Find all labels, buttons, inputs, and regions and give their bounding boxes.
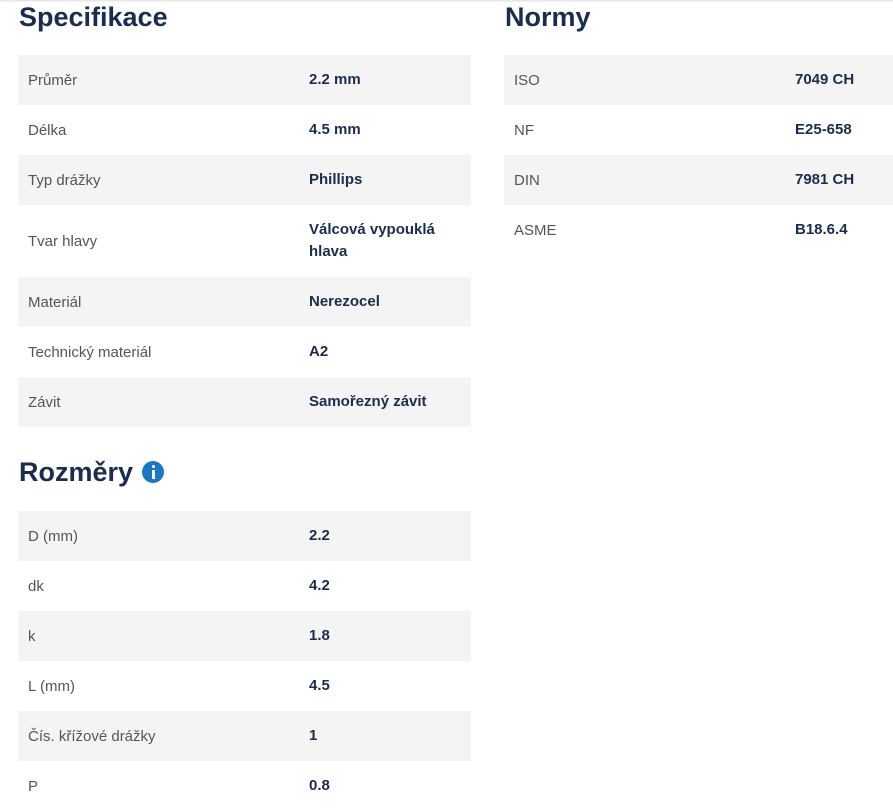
table-row — [18, 661, 471, 711]
dimension-value: 0.8 — [309, 777, 330, 794]
spec-value: A2 — [309, 343, 329, 360]
dimension-label: dk — [28, 577, 44, 595]
dimension-value: 4.2 — [309, 577, 330, 594]
table-row — [18, 155, 471, 205]
table-row — [18, 511, 471, 561]
table-row — [18, 105, 471, 155]
norm-label: ASME — [514, 221, 557, 239]
spec-value: Nerezocel — [299, 277, 471, 327]
dimension-value: 4.5 — [309, 677, 330, 694]
norm-value: 7049 CH — [785, 55, 893, 105]
norm-value: 7981 CH — [785, 155, 893, 205]
dimensions-title: Rozměry — [19, 457, 134, 487]
table-row — [504, 205, 893, 255]
spec-label: Průměr — [18, 55, 299, 105]
dimension-label: P — [28, 777, 39, 795]
table-row — [18, 205, 471, 277]
spec-label: Typ drážky — [18, 155, 299, 205]
table-row — [504, 155, 893, 205]
norm-label: NF — [514, 121, 534, 139]
specifications-table — [18, 55, 471, 427]
spec-label: Závit — [18, 377, 299, 427]
table-row — [18, 55, 471, 105]
dimensions-table — [18, 511, 471, 811]
table-row — [18, 611, 471, 661]
dimension-value: 2.2 — [299, 511, 471, 561]
table-row — [18, 561, 471, 611]
norms-table — [504, 55, 893, 255]
spec-value: Samořezný závit — [299, 377, 471, 427]
table-row — [18, 277, 471, 327]
norm-value: E25-658 — [795, 121, 852, 138]
spec-label: Tvar hlavy — [28, 232, 98, 250]
specifications-heading: Specifikace — [19, 2, 168, 32]
norm-value: B18.6.4 — [795, 221, 848, 238]
spec-value: Phillips — [299, 155, 471, 205]
spec-value: 4.5 mm — [309, 121, 361, 138]
spec-label: Materiál — [18, 277, 299, 327]
dimension-label: D (mm) — [18, 511, 299, 561]
table-row — [504, 55, 893, 105]
table-row — [18, 761, 471, 811]
dimension-label: Čís. křížové drážky — [18, 711, 299, 761]
dimension-label: L (mm) — [28, 677, 75, 695]
table-row — [18, 327, 471, 377]
norm-label: DIN — [504, 155, 785, 205]
table-row — [18, 711, 471, 761]
spec-label: Délka — [28, 121, 67, 139]
dimension-value: 1.8 — [299, 611, 471, 661]
table-row — [18, 377, 471, 427]
dimension-label: k — [18, 611, 299, 661]
spec-value: Válcová vypouklá hlava — [309, 221, 435, 260]
info-icon[interactable] — [142, 461, 164, 483]
spec-value: 2.2 mm — [299, 55, 471, 105]
norms-heading: Normy — [505, 2, 591, 32]
spec-label: Technický materiál — [28, 343, 152, 361]
norm-label: ISO — [504, 55, 785, 105]
dimension-value: 1 — [299, 711, 471, 761]
table-row — [504, 105, 893, 155]
dimensions-heading — [19, 455, 164, 489]
